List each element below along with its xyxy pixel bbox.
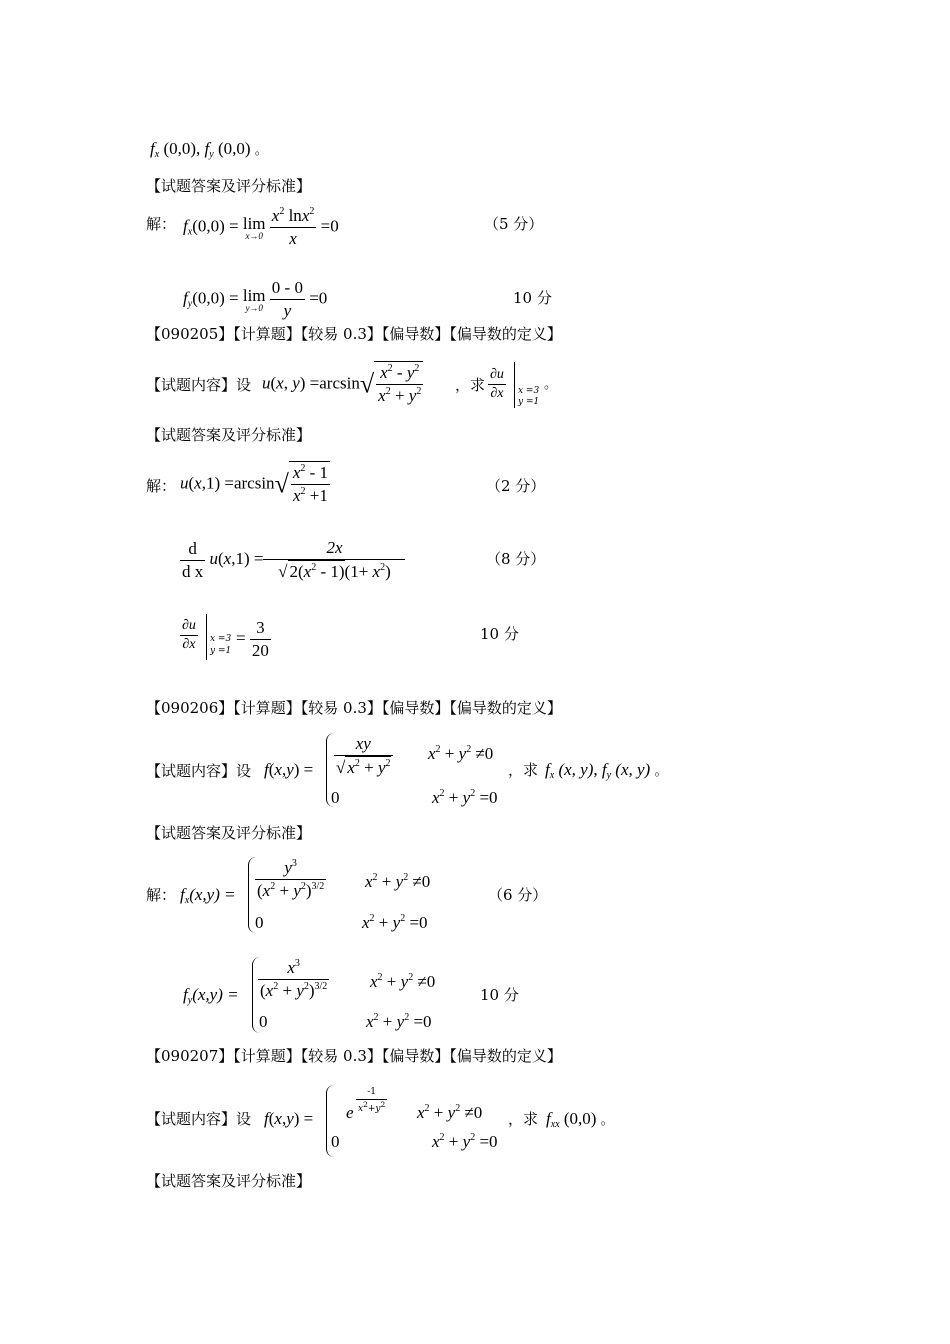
score: （6 分）	[488, 886, 548, 904]
score: 10 分	[480, 625, 519, 643]
question-label: 【试题内容】设	[146, 762, 252, 780]
answer-header: 【试题答案及评分标准】	[146, 1172, 312, 1190]
solution-prefix: 解：	[146, 215, 177, 233]
limit-fy: $f_y(0,0) = \lim$ y→0 $\frac{0 - 0}{y}$ =0	[183, 278, 328, 321]
answer-header: 【试题答案及评分标准】	[146, 824, 312, 842]
result-formula: $\frac{\partial u}{\partial x}$	[182, 618, 196, 653]
intro-line: $f_x$ (0,0), $f_y$ (0,0) 。	[150, 139, 268, 160]
score: （5 分）	[484, 215, 544, 233]
score: （2 分）	[486, 477, 546, 495]
question-tags: 【090207】【计算题】【较易 0.3】【偏导数】【偏导数的定义】	[146, 1047, 562, 1065]
question-tags: 【090205】【计算题】【较易 0.3】【偏导数】【偏导数的定义】	[146, 325, 562, 343]
question-formula: u(x, y) =arcsin√ $\frac{x^2 - y^2}{x^2 + y^2}$	[262, 361, 423, 407]
derivative-formula: $\frac{d}{\text{d x}}$ u(x,1) = $\frac{2x}{√ 2(x^2 - 1)(1+ x^2)}$	[180, 537, 405, 583]
solution-prefix: 解：	[146, 477, 177, 495]
question-tags: 【090206】【计算题】【较易 0.3】【偏导数】【偏导数的定义】	[146, 699, 562, 717]
evaluation-bar	[514, 362, 515, 408]
answer-header: 【试题答案及评分标准】	[146, 177, 312, 195]
score: 10 分	[480, 986, 519, 1004]
limit-fx: $f_x(0,0) = \lim$ x→0 $\frac{x^2 \ln x^2}{x}$ =0	[183, 206, 339, 249]
partial-derivative: $\frac{\partial u}{\partial x}$	[490, 367, 504, 402]
piecewise-case: $\frac{xy}{√ x^2 + y^2}$	[334, 733, 393, 779]
answer-header: 【试题答案及评分标准】	[146, 426, 312, 444]
question-label: 【试题内容】设	[146, 376, 252, 394]
score: （8 分）	[486, 550, 546, 568]
solution-formula: u(x,1) =arcsin√ $\frac{x^2 - 1}{x^2 +1}$	[180, 461, 330, 507]
score: 10 分	[513, 289, 552, 307]
solution-prefix: 解：	[146, 886, 177, 904]
question-label: 【试题内容】设	[146, 1110, 252, 1128]
